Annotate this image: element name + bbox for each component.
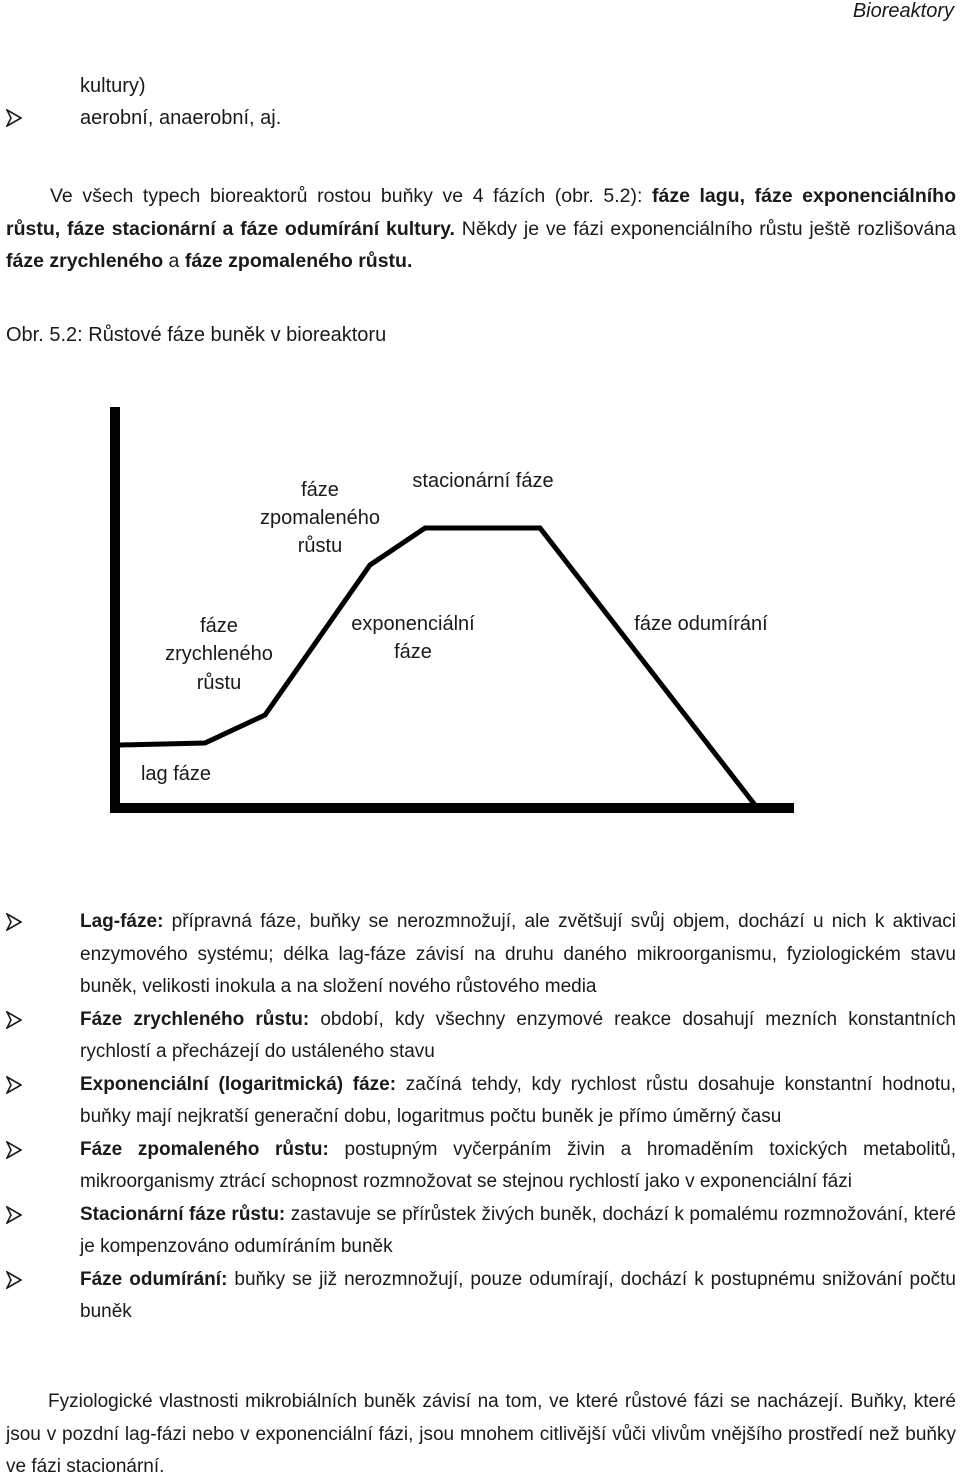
closing-text: Fyziologické vlastnosti mikrobiálních buněk závisí na tom, ve které růstové fázi se nacházejí. Buňky, které jsou v pozdní lag-fázi nebo v exponenciální fázi, jsou mnohem citlivější vůči vlivům vnějšího prostředí než buňky ve fázi stacionární. (6, 1391, 956, 1477)
definition-item (6, 1199, 956, 1264)
intro-bold-slow: fáze zpomaleného růstu. (184, 250, 413, 272)
definition-term: Exponenciální (logaritmická) fáze: (80, 1073, 397, 1095)
arrowhead-bullet-icon (6, 1199, 80, 1232)
arrowhead-bullet-icon (6, 1264, 80, 1297)
definition-item (6, 1264, 956, 1329)
definition-item (6, 906, 956, 1004)
definition-body (80, 1069, 956, 1134)
label-accel-3: růstu (196, 672, 242, 694)
growth-curve (120, 528, 755, 805)
intro-bold-accel: fáze zrychleného (6, 250, 164, 272)
label-stationary: stacionární fáze (412, 470, 554, 492)
label-slow-1: fáze (301, 479, 339, 501)
definition-term: Fáze zrychleného růstu: (80, 1008, 310, 1030)
definition-text: postupným vyčerpáním živin a hromaděním toxických metabolitů, mikroorganismy ztrácí schopnost rozmnožovat se stejnou rychlostí jako v exponenciální fázi (80, 1138, 957, 1192)
definition-term: Fáze odumírání: (80, 1268, 228, 1290)
label-accel-1: fáze (200, 615, 238, 637)
definition-body (80, 1004, 956, 1069)
intro-text-1: Ve všech typech bioreaktorů rostou buňky ve 4 fázích (obr. 5.2): (50, 185, 652, 207)
label-accel-2: zrychleného (165, 643, 273, 665)
arrowhead-bullet-icon (6, 1004, 80, 1037)
definition-item (6, 1134, 956, 1199)
arrowhead-bullet-icon (6, 906, 80, 939)
closing-paragraph (6, 1386, 956, 1484)
definition-text: přípravná fáze, buňky se nerozmnožují, ale zvětšují svůj objem, dochází u nich k aktivaci enzymového systému; délka lag-fáze závisí na druhu daného mikroorganismu, fyziologickém stavu buněk, velikosti inokula a na složení nového růstového media (80, 911, 956, 997)
label-expo-1: exponenciální (351, 613, 475, 635)
definition-term: Lag-fáze: (80, 911, 164, 932)
definition-body (80, 1199, 956, 1264)
label-death: fáze odumírání (634, 613, 768, 635)
growth-phase-diagram (0, 395, 960, 825)
definition-term: Fáze zpomaleného růstu: (80, 1138, 329, 1160)
intro-paragraph (6, 180, 956, 278)
definition-text: období, kdy všechny enzymové reakce dosahují mezních konstantních rychlostí a přecházejí do ustáleného stavu (80, 1008, 956, 1062)
label-lag: lag fáze (140, 763, 212, 785)
label-expo-2: fáze (394, 641, 432, 663)
definition-item (6, 1004, 956, 1069)
definition-body (80, 1264, 956, 1329)
definition-text: zastavuje se přírůstek živých buněk, dochází k pomalému rozmnožování, které je kompenzováno odumíráním buněk (80, 1203, 956, 1257)
arrowhead-bullet-icon (6, 1069, 80, 1102)
list-continuation: kultury) (80, 75, 146, 97)
intro-text-3: a (163, 250, 185, 272)
arrowhead-bullet-icon (6, 1134, 80, 1167)
definition-term: Stacionární fáze růstu: (80, 1203, 286, 1225)
definition-text: buňky se již nerozmnožují, pouze odumírají, dochází k postupnému snižování počtu buněk (80, 1268, 956, 1322)
definition-item (6, 1069, 956, 1134)
definition-body (80, 906, 956, 1004)
definition-body (80, 1134, 956, 1199)
list-item-text: aerobní, anaerobní, aj. (80, 107, 282, 129)
label-slow-3: růstu (297, 535, 343, 557)
intro-bold-phases: fáze lagu, fáze exponenciálního růstu, fáze stacionární a fáze odumírání kultury. (6, 185, 956, 240)
running-header: Bioreaktory (852, 0, 954, 22)
phase-definitions-list (6, 906, 956, 1329)
intro-text-2: Někdy je ve fázi exponenciálního růstu ještě rozlišována (454, 217, 957, 240)
growth-curve-svg (0, 395, 960, 825)
list-item (6, 102, 956, 134)
label-slow-2: zpomaleného (259, 507, 381, 529)
top-bullet-list (6, 70, 956, 134)
definition-text: začíná tehdy, kdy rychlost růstu dosahuje konstantní hodnotu, buňky mají nejkratší generační dobu, logaritmus počtu buněk je přímo úměrný času (80, 1073, 956, 1127)
figure-caption: Obr. 5.2: Růstové fáze buněk v bioreaktoru (6, 324, 387, 346)
arrowhead-bullet-icon (6, 109, 80, 127)
